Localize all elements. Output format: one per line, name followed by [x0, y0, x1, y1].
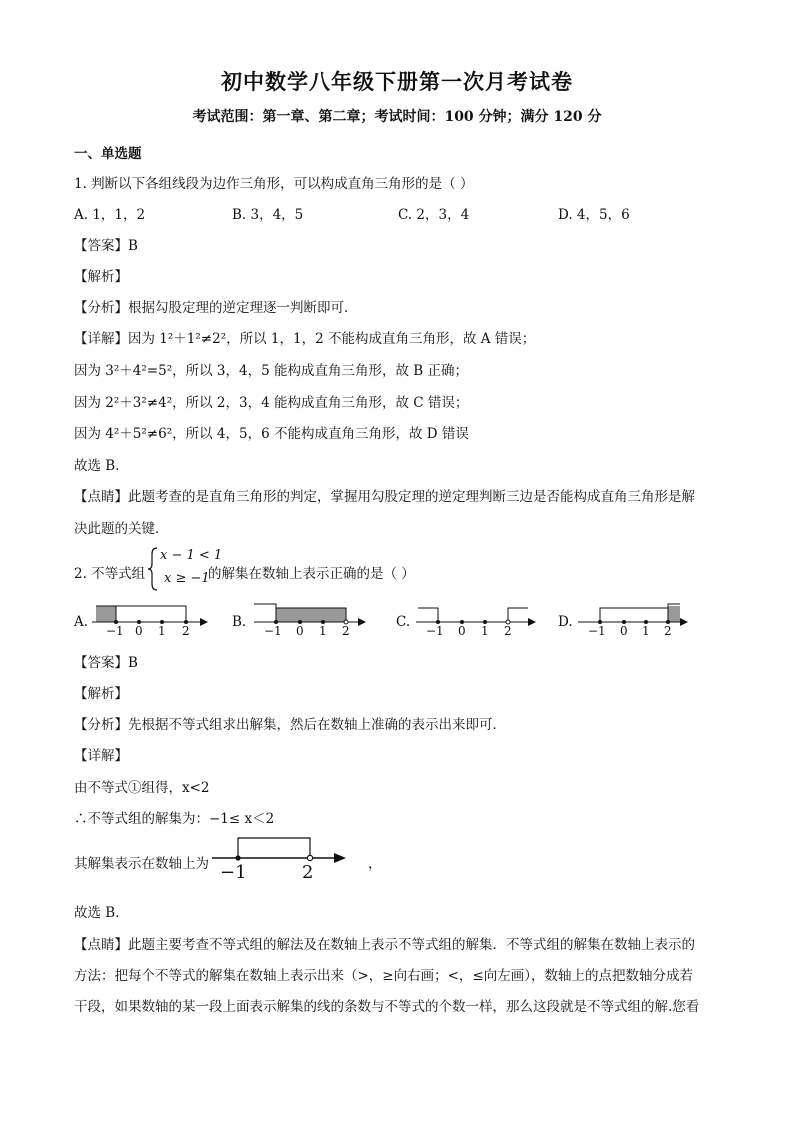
tick-label: 2: [664, 624, 672, 638]
q2-stem-prefix: 2. 不等式组: [74, 566, 146, 582]
q1-xiangjie-line-2: 因为 3²＋4²=5²，所以 3，4，5 能构成直角三角形，故 B 正确；: [74, 363, 468, 379]
q1-fenxi-line: [74, 296, 358, 316]
q1-option-d: D. 4，5，6: [558, 207, 630, 223]
tick-label: −1: [106, 624, 124, 638]
tick-label: −1: [264, 624, 282, 638]
dianjing-text-1: 此题考查的是直角三角形的判定，掌握用勾股定理的逆定理判断三边是否能构成直角三角形是解: [128, 489, 695, 505]
section-heading: 一、单选题: [74, 146, 142, 162]
q2-step-3-prefix: 其解集表示在数轴上为: [74, 856, 209, 872]
q2-solution-numberline: [212, 832, 352, 892]
dianjing-text-1: 此题主要考查不等式组的解法及在数轴上表示不等式组的解集．不等式组的解集在数轴上表示的: [128, 937, 695, 953]
q2-option-c-label: C.: [396, 614, 411, 630]
tick-label: 2: [182, 624, 190, 638]
answer-tag: 【答案】: [74, 655, 128, 671]
q2-xiangjie-tag: 【详解】: [74, 748, 128, 764]
system-brace: [146, 546, 160, 592]
tick-label: 0: [620, 624, 628, 638]
tick-label: 0: [135, 624, 143, 638]
tick-label: −1: [588, 624, 606, 638]
q2-option-a-label: A.: [74, 614, 89, 630]
tick-label: 2: [504, 624, 512, 638]
q2-dianjing-line-1: [74, 933, 695, 953]
q1-stem: 1. 判断以下各组线段为边作三角形，可以构成直角三角形的是（ ）: [74, 176, 474, 192]
q2-answer-line: [74, 651, 138, 671]
tick-label: −1: [426, 624, 444, 638]
q1-dianjing-line-2: 决此题的关键．: [74, 521, 169, 537]
q2-option-c-numberline: [416, 602, 546, 646]
fenxi-tag: 【分析】: [74, 300, 128, 316]
fenxi-tag: 【分析】: [74, 717, 128, 733]
q1-option-c: C. 2，3，4: [398, 207, 470, 223]
q2-step-2: ∴不等式组的解集为：−1≤ x＜2: [74, 811, 275, 827]
q2-fenxi-line: [74, 713, 506, 733]
q1-conclusion: 故选 B．: [74, 458, 129, 474]
q2-option-b-label: B.: [232, 614, 247, 630]
exam-title: 初中数学八年级下册第一次月考试卷: [221, 69, 573, 94]
q1-xiangjie-line-4: 因为 4²＋5²≠6²，所以 4，5，6 不能构成直角三角形，故 D 错误: [74, 426, 469, 442]
q2-step-1: 由不等式①组得，x<2: [74, 780, 210, 796]
xiangjie-line-1: 因为 1²＋1²≠2²，所以 1，1，2 不能构成直角三角形，故 A 错误；: [128, 331, 536, 347]
tick-label: 1: [642, 624, 650, 638]
big-tick-label: 2: [302, 862, 314, 883]
xiangjie-tag: 【详解】: [74, 331, 128, 347]
answer-value: B: [128, 238, 138, 254]
q1-xiangjie-line-3: 因为 2²＋3²≠4²，所以 2，3，4 能构成直角三角形，故 C 错误；: [74, 395, 469, 411]
exam-subtitle: 考试范围：第一章、第二章；考试时间：100 分钟；满分 120 分: [192, 109, 602, 125]
q2-option-d-numberline: [578, 602, 698, 646]
tick-label: 0: [458, 624, 466, 638]
q1-xiangjie-line: [74, 327, 535, 347]
answer-value: B: [128, 655, 138, 671]
q2-conclusion: 故选 B．: [74, 905, 129, 921]
q1-option-a: A. 1，1，2: [74, 207, 146, 223]
q1-dianjing-line-1: [74, 485, 695, 505]
answer-tag: 【答案】: [74, 238, 128, 254]
q1-answer-line: [74, 234, 138, 254]
fenxi-text: 先根据不等式组求出解集，然后在数轴上准确的表示出来即可．: [128, 717, 506, 733]
q2-stem-suffix: 的解集在数轴上表示正确的是（ ）: [208, 566, 415, 582]
dianjing-tag: 【点睛】: [74, 489, 128, 505]
tick-label: 0: [296, 624, 304, 638]
q1-analysis-tag: 【解析】: [74, 269, 128, 285]
q2-analysis-tag: 【解析】: [74, 686, 128, 702]
q2-dianjing-line-2: 方法：把每个不等式的解集在数轴上表示出来（>，≥向右画；<，≤向左画），数轴上的点把数轴分成若: [74, 968, 693, 984]
dianjing-tag: 【点睛】: [74, 937, 128, 953]
big-tick-label: −1: [220, 862, 247, 883]
tick-label: 2: [342, 624, 350, 638]
tick-label: 1: [319, 624, 327, 638]
q2-option-b-numberline: [254, 602, 374, 646]
q2-step-3-suffix: ，: [368, 856, 382, 872]
q1-option-b: B. 3，4，5: [232, 207, 304, 223]
tick-label: 1: [481, 624, 489, 638]
q2-dianjing-line-3: 干段，如果数轴的某一段上面表示解集的线的条数与不等式的个数一样，那么这段就是不等式组的解.您看: [74, 999, 700, 1015]
ineq-1: x − 1 < 1: [160, 548, 223, 563]
q2-option-d-label: D.: [558, 614, 573, 630]
ineq-2: x ≥ −1: [164, 571, 210, 586]
fenxi-text: 根据勾股定理的逆定理逐一判断即可．: [128, 300, 358, 316]
tick-label: 1: [158, 624, 166, 638]
q2-option-a-numberline: [92, 602, 212, 646]
